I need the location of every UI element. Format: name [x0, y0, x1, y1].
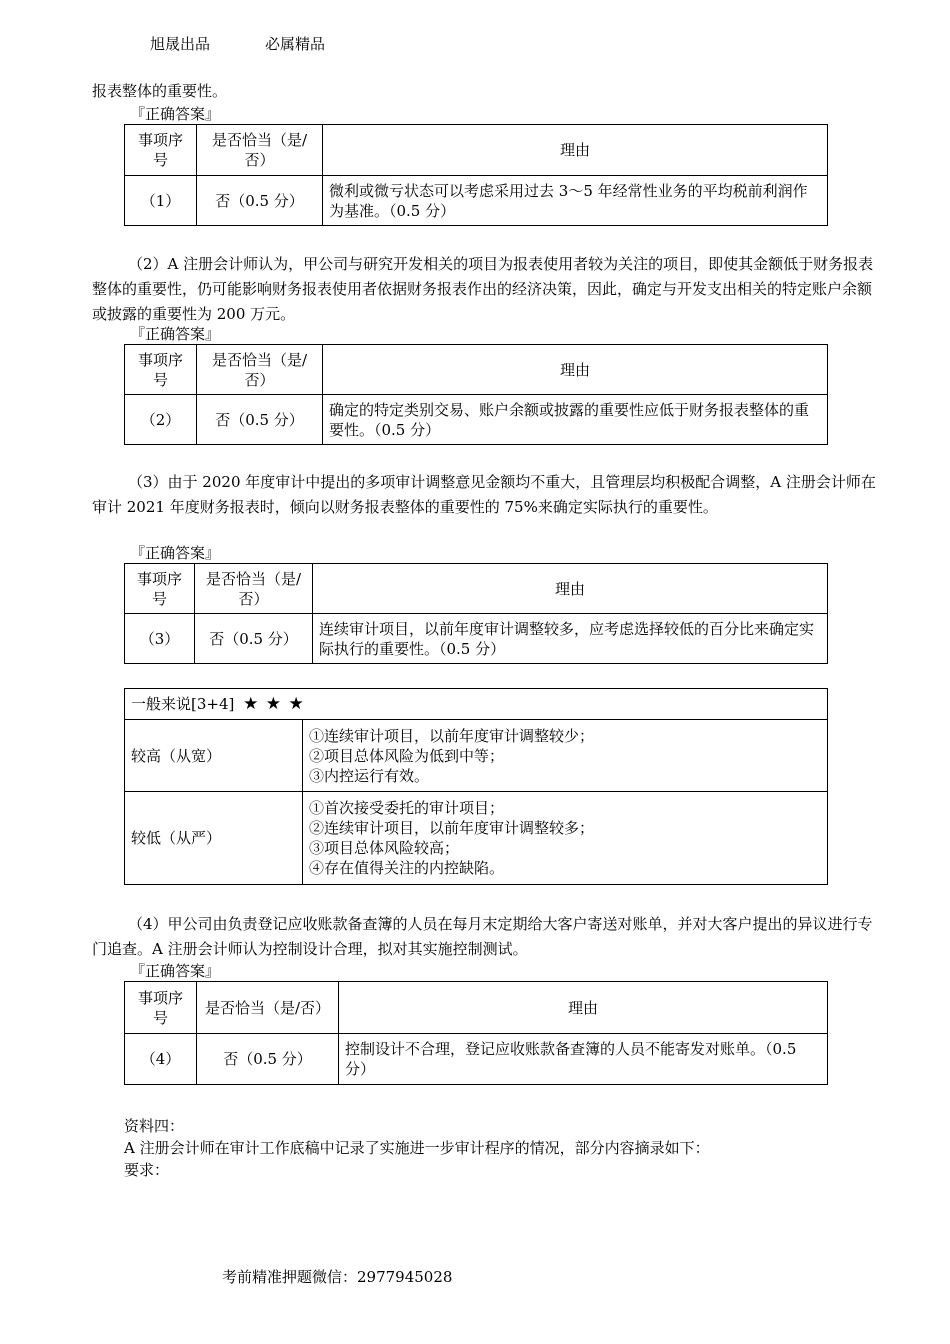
header-reason: 理由	[323, 345, 828, 395]
low-item: ④存在值得关注的内控缺陷。	[309, 859, 505, 877]
intro-line: 报表整体的重要性。	[92, 82, 228, 100]
high-item: ③内控运行有效。	[309, 766, 430, 785]
star-icons: ★ ★ ★	[243, 694, 305, 714]
header-seq: 事项序号	[125, 345, 197, 395]
answer-table-2	[124, 344, 828, 445]
row-seq: （1）	[125, 176, 197, 226]
item-4-text: （4）甲公司由负责登记应收账款备查簿的人员在每月末定期给大客户寄送对账单，并对大客户提出的异议进行专门追查。A 注册会计师认为控制设计合理，拟对其实施控制测试。	[92, 915, 873, 958]
header-seq: 事项序号	[125, 125, 197, 176]
row-reason: 微利或微亏状态可以考虑采用过去 3～5 年经常性业务的平均税前利润作为基准。（0.5 分）	[323, 176, 828, 226]
row-appropriate: 否（0.5 分）	[197, 176, 323, 226]
item-3-text: （3）由于 2020 年度审计中提出的多项审计调整意见金额均不重大，且管理层均积极配合调整，A 注册会计师在审计 2021 年度财务报表时，倾向以财务报表整体的重要性的 75%来确定实际执行的重要性。	[92, 473, 876, 516]
row-appropriate: 否（0.5 分）	[197, 395, 323, 445]
header-right: 必属精品	[265, 35, 326, 53]
answer-label-3: 『正确答案』	[130, 544, 221, 562]
row-seq: （4）	[125, 1034, 197, 1085]
low-item: ②连续审计项目，以前年度审计调整较多；	[309, 819, 595, 837]
header-left: 旭晟出品	[150, 35, 211, 53]
header-seq: 事项序号	[125, 564, 195, 614]
answer-table-1	[124, 124, 828, 226]
answer-label-1: 『正确答案』	[130, 105, 221, 123]
material-4-title: 资料四：	[124, 1117, 185, 1135]
header-reason: 理由	[339, 982, 828, 1034]
high-item: ②项目总体风险为低到中等；	[309, 746, 505, 765]
row-reason: 连续审计项目，以前年度审计调整较多，应考虑选择较低的百分比来确定实际执行的重要性。（0.5 分）	[313, 614, 828, 664]
header-appropriate: 是否恰当（是/否）	[195, 564, 313, 614]
row-reason: 控制设计不合理，登记应收账款备查簿的人员不能寄发对账单。（0.5 分）	[339, 1034, 828, 1085]
requirement-label: 要求：	[124, 1161, 170, 1179]
high-items-cell	[303, 720, 828, 792]
answer-table-4	[124, 981, 828, 1085]
answer-label-4: 『正确答案』	[130, 962, 221, 980]
row-seq: （3）	[125, 614, 195, 664]
general-title: 一般来说[3+4]	[131, 695, 235, 713]
low-label: 较低（从严）	[125, 792, 303, 885]
high-label: 较高（从宽）	[125, 720, 303, 792]
material-4-text: A 注册会计师在审计工作底稿中记录了实施进一步审计程序的情况，部分内容摘录如下：	[124, 1139, 710, 1157]
low-item: ①首次接受委托的审计项目；	[309, 799, 505, 817]
row-seq: （2）	[125, 395, 197, 445]
general-table	[124, 688, 828, 885]
low-item: ③项目总体风险较高；	[309, 839, 460, 857]
header-appropriate: 是否恰当（是/否）	[197, 345, 323, 395]
header-appropriate: 是否恰当（是/否）	[197, 982, 339, 1034]
row-reason: 确定的特定类别交易、账户余额或披露的重要性应低于财务报表整体的重要性。（0.5 分）	[323, 395, 828, 445]
high-item: ①连续审计项目，以前年度审计调整较少；	[309, 726, 595, 745]
footer-text: 考前精准押题微信：2977945028	[222, 1268, 453, 1286]
header-appropriate: 是否恰当（是/否）	[197, 125, 323, 176]
answer-label-2: 『正确答案』	[130, 325, 221, 343]
general-title-cell	[125, 689, 828, 720]
row-appropriate: 否（0.5 分）	[195, 614, 313, 664]
header-reason: 理由	[313, 564, 828, 614]
low-items-cell	[303, 792, 828, 885]
row-appropriate: 否（0.5 分）	[197, 1034, 339, 1085]
header-reason: 理由	[323, 125, 828, 176]
answer-table-3	[124, 563, 828, 664]
header-seq: 事项序号	[125, 982, 197, 1034]
item-2-text: （2）A 注册会计师认为，甲公司与研究开发相关的项目为报表使用者较为关注的项目，即使其金额低于财务报表整体的重要性，仍可能影响财务报表使用者依据财务报表作出的经济决策，因此，确定与开发支出相关的特定账户余额或披露的重要性为 200 万元。	[92, 255, 874, 323]
